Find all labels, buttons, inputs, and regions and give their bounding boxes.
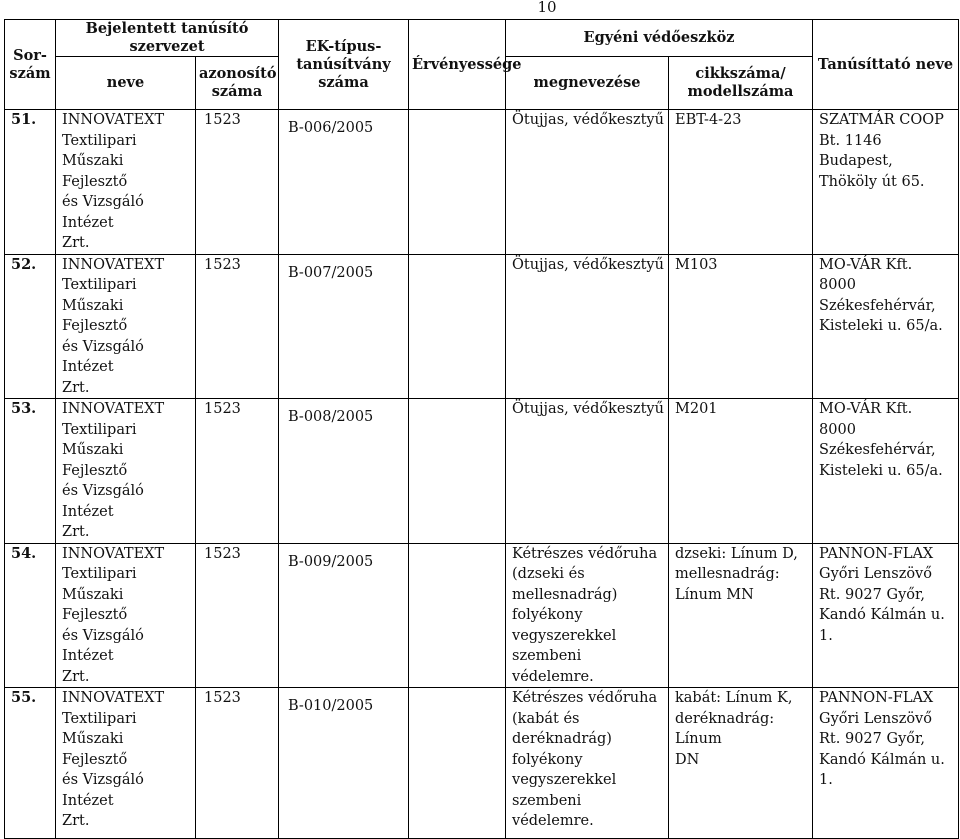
row-number: 52. [5,254,56,399]
ek-certificate-number: B-006/2005 [279,110,409,255]
product-description: Ötujjas, védőkesztyű [506,110,669,255]
certified-company: MO-VÁR Kft. 8000 Székesfehérvár, Kisteleki u. 65/a. [813,254,959,399]
product-description: Ötujjas, védőkesztyű [506,254,669,399]
model-number: M201 [669,399,813,544]
header-description: megnevezése [506,57,669,110]
model-number: kabát: Línum K, deréknadrág: Línum DN [669,688,813,839]
page-number: 10 [537,0,557,16]
header-ek-certificate: EK-típus- tanúsítvány száma [279,20,409,110]
certified-company: SZATMÁR COOP Bt. 1146 Budapest, Thököly út 65. [813,110,959,255]
certified-company: MO-VÁR Kft. 8000 Székesfehérvár, Kisteleki u. 65/a. [813,399,959,544]
body-id: 1523 [196,543,279,688]
row-number: 54. [5,543,56,688]
model-number: dzseki: Línum D, mellesnadrág: Línum MN [669,543,813,688]
header-bejelentett: Bejelentett tanúsító szervezet [56,20,279,57]
body-name: INNOVATEXT Textilipari Műszaki Fejlesztő és Vizsgáló Intézet Zrt. [56,688,196,839]
ek-certificate-number: B-008/2005 [279,399,409,544]
header-certified-company: Tanúsíttató neve [813,20,959,110]
row-number: 55. [5,688,56,839]
body-id: 1523 [196,254,279,399]
header-ppe: Egyéni védőeszköz [506,20,813,57]
body-id: 1523 [196,110,279,255]
body-name: INNOVATEXT Textilipari Műszaki Fejlesztő és Vizsgáló Intézet Zrt. [56,399,196,544]
body-name: INNOVATEXT Textilipari Műszaki Fejlesztő és Vizsgáló Intézet Zrt. [56,254,196,399]
validity [409,254,506,399]
ek-certificate-number: B-007/2005 [279,254,409,399]
table-row [5,399,959,544]
certified-company: PANNON-FLAX Győri Lenszövő Rt. 9027 Győr, Kandó Kálmán u. 1. [813,543,959,688]
row-number: 51. [5,110,56,255]
table-row [5,110,959,255]
header-name: neve [56,57,196,110]
product-description: Ötujjas, védőkesztyű [506,399,669,544]
certificate-table [4,19,959,839]
header-model: cikkszáma/ modellszáma [669,57,813,110]
body-id: 1523 [196,688,279,839]
header-id: azonosító száma [196,57,279,110]
table-row [5,254,959,399]
model-number: M103 [669,254,813,399]
validity [409,688,506,839]
ek-certificate-number: B-009/2005 [279,543,409,688]
ek-certificate-number: B-010/2005 [279,688,409,839]
header-validity: Érvényessége [409,20,506,110]
validity [409,399,506,544]
model-number: EBT-4-23 [669,110,813,255]
body-name: INNOVATEXT Textilipari Műszaki Fejlesztő és Vizsgáló Intézet Zrt. [56,110,196,255]
header-sorszam: Sor- szám [5,20,56,110]
certified-company: PANNON-FLAX Győri Lenszövő Rt. 9027 Győr, Kandó Kálmán u. 1. [813,688,959,839]
body-name: INNOVATEXT Textilipari Műszaki Fejlesztő és Vizsgáló Intézet Zrt. [56,543,196,688]
validity [409,110,506,255]
product-description: Kétrészes védőruha (kabát és deréknadrág) folyékony vegyszerekkel szembeni védelemre. [506,688,669,839]
validity [409,543,506,688]
table-row [5,543,959,688]
table-row [5,688,959,839]
product-description: Kétrészes védőruha (dzseki és mellesnadrág) folyékony vegyszerekkel szembeni védelemre. [506,543,669,688]
row-number: 53. [5,399,56,544]
body-id: 1523 [196,399,279,544]
